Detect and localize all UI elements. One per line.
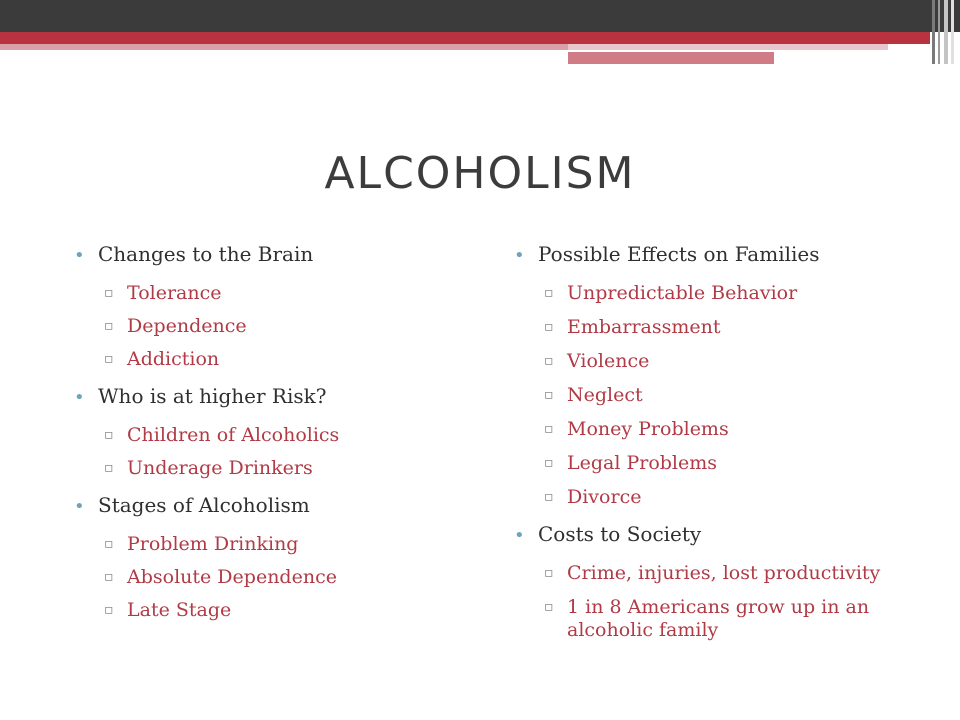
sub-bullet-item	[512, 316, 932, 339]
sub-bullet-label: Embarrassment	[567, 316, 721, 338]
sub-bullet-item	[72, 457, 492, 480]
bullet-item	[512, 522, 932, 546]
sub-bullet-item	[512, 282, 932, 305]
sub-bullet-item	[512, 384, 932, 407]
bullet-item	[72, 493, 492, 517]
square-bullet-icon: ▫	[104, 460, 114, 476]
sub-bullet-label: Legal Problems	[567, 452, 718, 474]
sub-bullet-item	[512, 486, 932, 509]
header-rose-band	[568, 50, 774, 64]
header-red-band	[0, 32, 930, 44]
square-bullet-icon: ▫	[544, 353, 554, 369]
right-column	[512, 242, 932, 642]
sub-bullet-label: Tolerance	[127, 282, 222, 304]
sub-bullet-label: Problem Drinking	[127, 533, 299, 555]
square-bullet-icon: ▫	[104, 285, 114, 301]
sub-bullet-item	[512, 596, 932, 642]
sub-bullet-label: 1 in 8 Americans grow up in an alcoholic family	[567, 596, 870, 641]
header-vertical-stripe	[938, 0, 940, 64]
square-bullet-icon: ▫	[104, 569, 114, 585]
square-bullet-icon: ▫	[104, 427, 114, 443]
left-column	[72, 242, 492, 622]
sub-bullet-item	[72, 282, 492, 305]
sub-bullet-label: Unpredictable Behavior	[567, 282, 798, 304]
sub-bullet-label: Money Problems	[567, 418, 729, 440]
square-bullet-icon: ▫	[104, 318, 114, 334]
square-bullet-icon: ▫	[544, 387, 554, 403]
bullet-dot-icon: •	[74, 496, 85, 517]
sub-bullet-item	[72, 424, 492, 447]
square-bullet-icon: ▫	[104, 536, 114, 552]
sub-bullet-label: Neglect	[567, 384, 643, 406]
sub-bullet-item	[512, 452, 932, 475]
sub-bullet-item	[512, 350, 932, 373]
sub-bullet-label: Children of Alcoholics	[127, 424, 340, 446]
square-bullet-icon: ▫	[544, 421, 554, 437]
header-vertical-stripe	[951, 0, 954, 64]
sub-bullet-item	[72, 348, 492, 371]
bullet-label: Changes to the Brain	[98, 242, 314, 266]
bullet-dot-icon: •	[74, 245, 85, 266]
bullet-item	[72, 384, 492, 408]
square-bullet-icon: ▫	[544, 565, 554, 581]
header-pink-band	[0, 44, 568, 50]
sub-bullet-item	[72, 599, 492, 622]
sub-bullet-label: Addiction	[127, 348, 220, 370]
sub-bullet-label: Late Stage	[127, 599, 232, 621]
sub-bullet-label: Underage Drinkers	[127, 457, 313, 479]
sub-bullet-item	[72, 533, 492, 556]
bullet-item	[72, 242, 492, 266]
square-bullet-icon: ▫	[544, 455, 554, 471]
square-bullet-icon: ▫	[544, 599, 554, 615]
square-bullet-icon: ▫	[104, 602, 114, 618]
square-bullet-icon: ▫	[544, 319, 554, 335]
bullet-label: Costs to Society	[538, 522, 702, 546]
sub-bullet-label: Divorce	[567, 486, 642, 508]
bullet-label: Possible Effects on Families	[538, 242, 820, 266]
sub-bullet-item	[72, 566, 492, 589]
bullet-label: Stages of Alcoholism	[98, 493, 310, 517]
bullet-item	[512, 242, 932, 266]
slide-title: ALCOHOLISM	[324, 148, 636, 199]
bullet-dot-icon: •	[514, 525, 525, 546]
header-vertical-stripe	[944, 0, 948, 64]
bullet-dot-icon: •	[514, 245, 525, 266]
sub-bullet-item	[72, 315, 492, 338]
header-white-line	[560, 50, 890, 52]
header-dark-band	[0, 0, 960, 32]
bullet-dot-icon: •	[74, 387, 85, 408]
sub-bullet-item	[512, 418, 932, 441]
sub-bullet-item	[512, 562, 932, 585]
bullet-label: Who is at higher Risk?	[98, 384, 327, 408]
header-vertical-stripe	[932, 0, 935, 64]
square-bullet-icon: ▫	[104, 351, 114, 367]
sub-bullet-label: Absolute Dependence	[127, 566, 337, 588]
sub-bullet-label: Dependence	[127, 315, 247, 337]
sub-bullet-label: Violence	[567, 350, 650, 372]
square-bullet-icon: ▫	[544, 285, 554, 301]
sub-bullet-label: Crime, injuries, lost productivity	[567, 562, 881, 584]
square-bullet-icon: ▫	[544, 489, 554, 505]
